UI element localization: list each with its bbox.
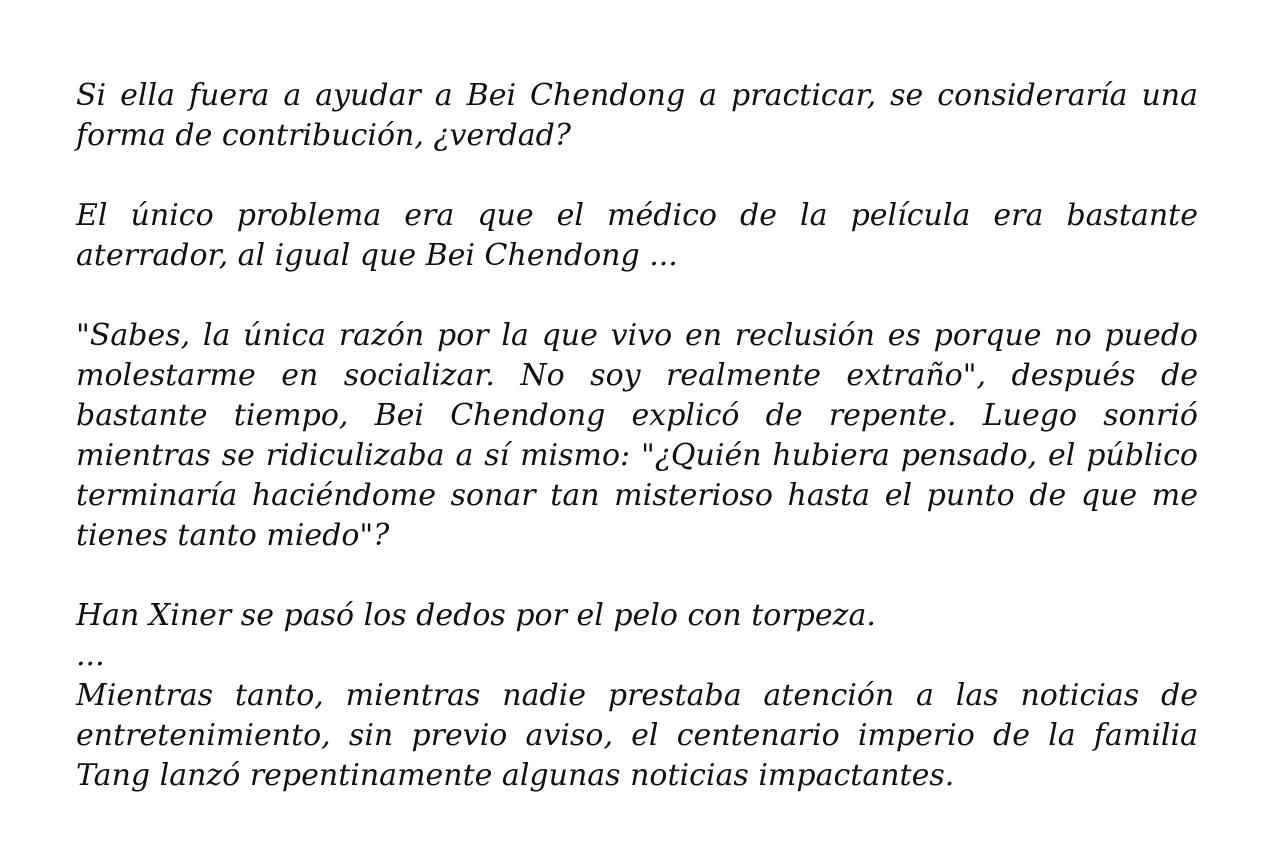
paragraph-2: El único problema era que el médico de la película era bastante aterrador, al igual que Bei Chendong ...	[76, 198, 1198, 273]
document-body	[76, 76, 1198, 796]
scene-break-ellipsis: ...	[76, 638, 105, 673]
paragraph-4: Han Xiner se pasó los dedos por el pelo con torpeza.	[76, 598, 876, 633]
paragraph-gap	[76, 556, 1198, 596]
paragraph-gap	[76, 276, 1198, 316]
paragraph-5: Mientras tanto, mientras nadie prestaba atención a las noticias de entretenimiento, sin previo aviso, el centenario imperio de la familia Tang lanzó repentinamente algunas noticias impactantes.	[76, 678, 1198, 793]
paragraph-gap	[76, 156, 1198, 196]
paragraph-1: Si ella fuera a ayudar a Bei Chendong a practicar, se consideraría una forma de contribución, ¿verdad?	[76, 78, 1198, 153]
paragraph-3: "Sabes, la única razón por la que vivo en reclusión es porque no puedo molestarme en socializar. No soy realmente extraño", después de bastante tiempo, Bei Chendong explicó de repente. Luego sonrió mientras se ridiculizaba a sí mismo: "¿Quién hubiera pensado, el público terminaría haciéndome sonar tan misterioso hasta el punto de que me tienes tanto miedo"?	[76, 318, 1198, 553]
